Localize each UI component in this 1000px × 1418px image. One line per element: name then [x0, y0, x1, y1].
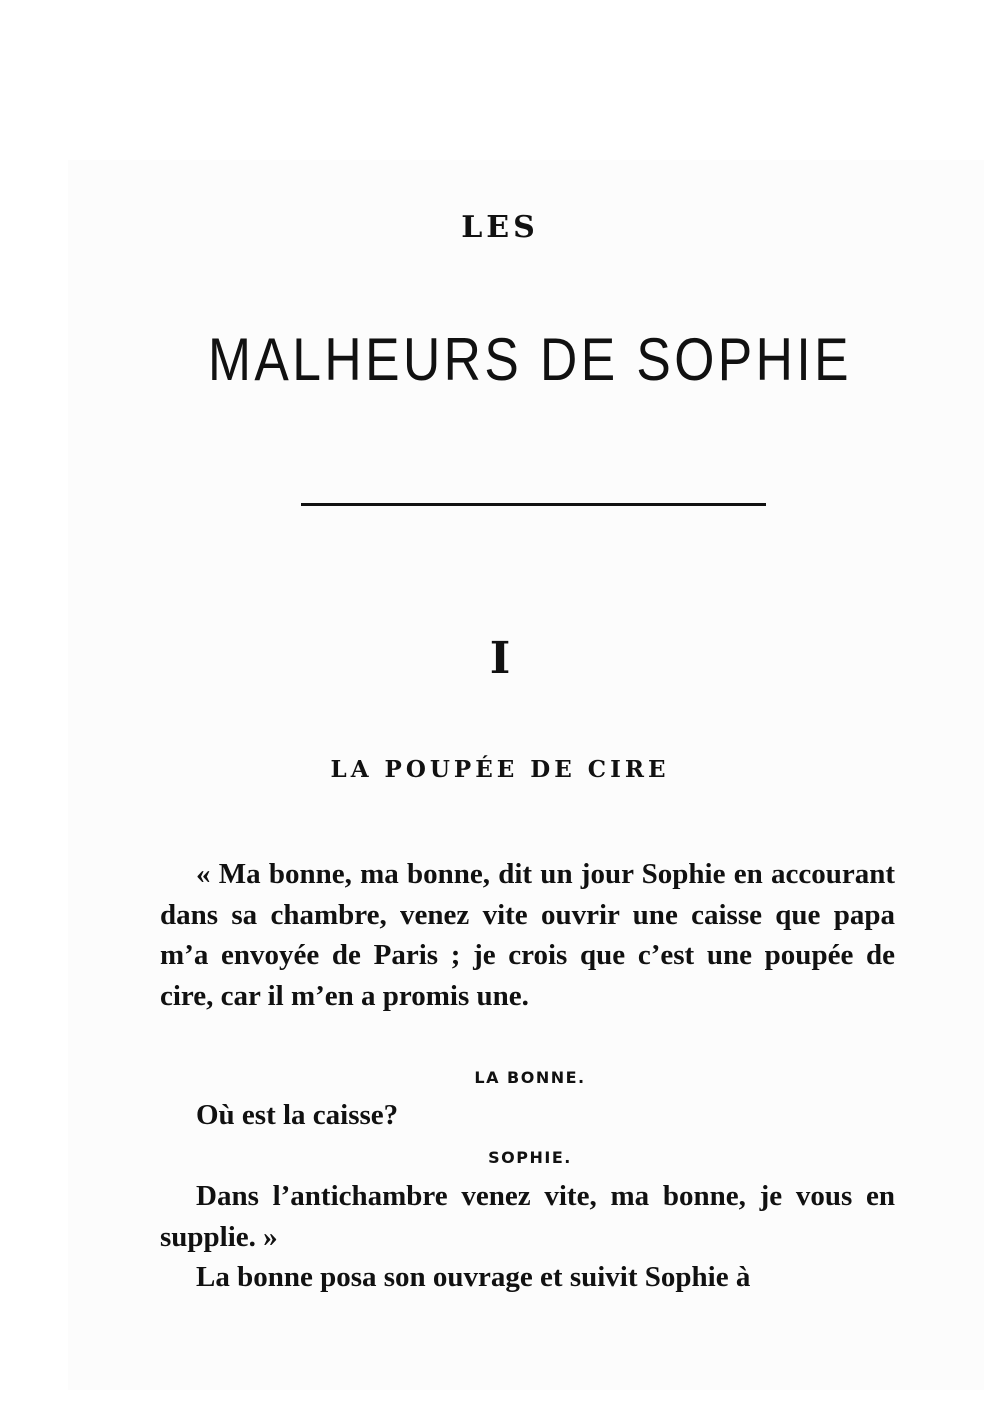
reply-1: Où est la caisse? — [196, 1099, 399, 1131]
chapter-number: I — [489, 633, 511, 684]
paragraph-1: « Ma bonne, ma bonne, dit un jour Sophie en accourant dans sa chambre, venez vite ouvrir une caisse que papa m’a envoyée de Paris ; je crois que c’est une poupée de cire, car il m’en a promis une. — [160, 858, 895, 1012]
book-title: MALHEURS DE SOPHIE — [207, 326, 852, 393]
reply-2: Dans l’antichambre venez vite, ma bonne, je vous en supplie. » — [160, 1180, 895, 1253]
title-divider — [301, 503, 766, 506]
paragraph-3: La bonne posa son ouvrage et suivit Sophie à — [196, 1261, 751, 1293]
speaker-label-bonne: LA BONNE. — [474, 1068, 586, 1087]
chapter-title: LA POUPÉE DE CIRE — [330, 756, 670, 783]
speaker-label-sophie: SOPHIE. — [488, 1148, 572, 1167]
title-prefix: LES — [461, 210, 539, 245]
